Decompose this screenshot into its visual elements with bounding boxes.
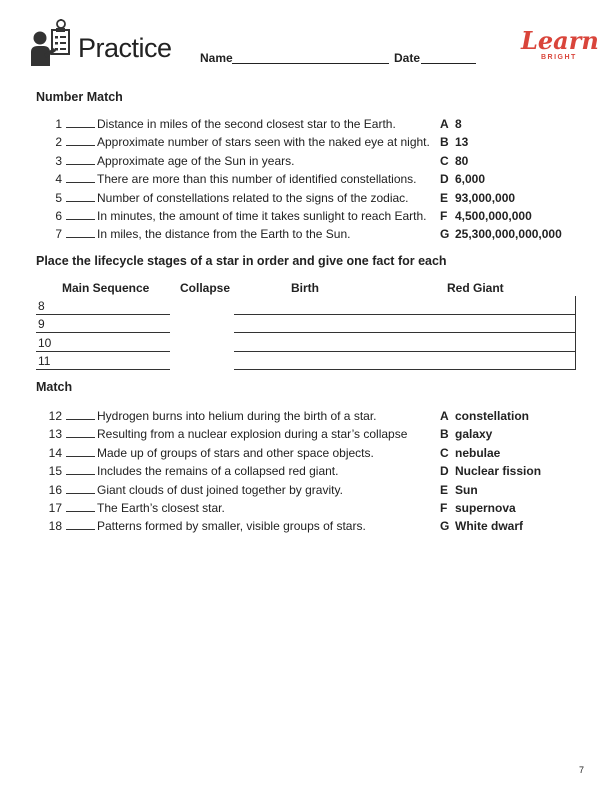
answer-letter: E: [440, 190, 449, 205]
date-label: Date: [394, 51, 421, 65]
list-item: [0, 152, 612, 170]
answer-letter: F: [440, 501, 448, 515]
answer-choice: Sun: [455, 482, 478, 497]
item-text: There are more than this number of identified constellations.: [97, 172, 417, 187]
answer-choice: 4,500,000,000: [455, 209, 532, 223]
list-item: [0, 517, 612, 535]
answer-choice: constellation: [455, 409, 530, 423]
section-heading-match: Match: [36, 380, 73, 394]
answer-choice: 8: [455, 117, 462, 131]
answer-blank[interactable]: [66, 474, 95, 475]
answer-blank[interactable]: [66, 145, 95, 146]
page-number: 7: [578, 765, 584, 775]
answer-choice: 6,000: [455, 172, 486, 187]
item-number: 5: [55, 190, 62, 205]
date-field[interactable]: [421, 63, 476, 64]
answer-choice: 80: [455, 153, 469, 168]
list-item: [0, 133, 612, 151]
answer-blank[interactable]: [66, 437, 95, 438]
answer-blank[interactable]: [66, 164, 95, 165]
page-title: Practice: [78, 33, 172, 63]
item-text: In miles, the distance from the Earth to the Sun.: [97, 227, 351, 242]
column-birth: Birth: [291, 281, 319, 295]
answer-choice: 25,300,000,000,000: [455, 227, 562, 242]
item-text: Distance in miles of the second closest star to the Earth.: [97, 117, 396, 131]
table-row: [0, 315, 612, 333]
list-item: [0, 481, 612, 499]
answer-choice: White dwarf: [455, 519, 523, 534]
answer-letter: D: [440, 464, 449, 479]
item-number: 18: [48, 519, 62, 534]
item-number: 15: [48, 464, 62, 479]
answer-blank[interactable]: [66, 529, 95, 530]
answer-letter: C: [440, 445, 449, 460]
answer-letter: F: [440, 209, 448, 223]
answer-letter: B: [440, 135, 449, 150]
item-text: Giant clouds of dust joined together by gravity.: [97, 482, 343, 497]
row-number: 11: [38, 354, 51, 369]
item-text: The Earth’s closest star.: [97, 501, 225, 515]
answer-blank[interactable]: [66, 237, 95, 238]
logo-subtitle: BRIGHT: [541, 54, 577, 61]
learn-bright-logo: [519, 26, 599, 65]
list-item: [0, 189, 612, 207]
item-number: 16: [48, 482, 62, 497]
item-number: 6: [55, 209, 62, 223]
answer-choice: 93,000,000: [455, 190, 516, 205]
item-text: In minutes, the amount of time it takes sunlight to reach Earth.: [97, 209, 427, 223]
table-row: [0, 352, 612, 370]
answer-letter: E: [440, 482, 449, 497]
item-text: Approximate age of the Sun in years.: [97, 153, 295, 168]
row-number: 10: [38, 335, 52, 350]
answer-letter: G: [440, 227, 450, 242]
fact-answer-line[interactable]: [234, 369, 575, 370]
item-number: 3: [55, 153, 62, 168]
column-red-giant: Red Giant: [447, 281, 504, 295]
table-row: [0, 297, 612, 315]
answer-letter: A: [440, 409, 449, 423]
item-text: Resulting from a nuclear explosion during a star’s collapse: [97, 427, 408, 442]
name-label: Name: [200, 51, 233, 65]
item-number: 2: [55, 135, 62, 150]
answer-letter: B: [440, 427, 449, 442]
item-text: Hydrogen burns into helium during the birth of a star.: [97, 409, 377, 423]
item-number: 7: [55, 227, 62, 242]
list-item: [0, 225, 612, 243]
item-text: Number of constellations related to the signs of the zodiac.: [97, 190, 409, 205]
answer-letter: G: [440, 519, 450, 534]
table-row: [0, 334, 612, 352]
list-item: [0, 170, 612, 188]
list-item: [0, 462, 612, 480]
list-item: [0, 444, 612, 462]
column-main-sequence: Main Sequence: [62, 281, 150, 295]
answer-choice: supernova: [455, 501, 516, 515]
item-text: Approximate number of stars seen with the naked eye at night.: [97, 135, 430, 150]
logo-wordmark: Learn: [521, 26, 599, 55]
item-number: 1: [55, 117, 62, 131]
answer-blank[interactable]: [66, 419, 95, 420]
answer-choice: nebulae: [455, 445, 501, 460]
section-heading-lifecycle: Place the lifecycle stages of a star in order and give one fact for each: [36, 254, 447, 268]
column-collapse: Collapse: [180, 281, 231, 295]
answer-choice: 13: [455, 135, 469, 150]
row-number: 9: [38, 317, 45, 332]
answer-blank[interactable]: [66, 182, 95, 183]
item-number: 13: [48, 427, 62, 442]
answer-blank[interactable]: [66, 493, 95, 494]
student-clipboard-icon: [30, 18, 74, 68]
list-item: [0, 425, 612, 443]
answer-blank[interactable]: [66, 219, 95, 220]
list-item: [0, 407, 612, 425]
name-field[interactable]: [232, 63, 389, 64]
item-text: Made up of groups of stars and other space objects.: [97, 445, 374, 460]
section-heading-number-match: Number Match: [36, 90, 123, 104]
answer-blank[interactable]: [66, 201, 95, 202]
answer-letter: A: [440, 117, 449, 131]
item-number: 12: [48, 409, 62, 423]
item-number: 14: [48, 445, 62, 460]
list-item: [0, 499, 612, 517]
item-text: Patterns formed by smaller, visible groups of stars.: [97, 519, 366, 534]
item-text: Includes the remains of a collapsed red giant.: [97, 464, 339, 479]
item-number: 17: [48, 501, 62, 515]
list-item: [0, 207, 612, 225]
item-number: 4: [55, 172, 62, 187]
answer-blank[interactable]: [66, 456, 95, 457]
answer-choice: galaxy: [455, 427, 493, 442]
row-number: 8: [38, 299, 45, 313]
answer-letter: D: [440, 172, 449, 187]
answer-blank[interactable]: [66, 127, 95, 128]
answer-blank[interactable]: [66, 511, 95, 512]
answer-choice: Nuclear fission: [455, 464, 542, 479]
answer-letter: C: [440, 153, 449, 168]
stage-answer-line[interactable]: [36, 369, 170, 370]
list-item: [0, 115, 612, 133]
